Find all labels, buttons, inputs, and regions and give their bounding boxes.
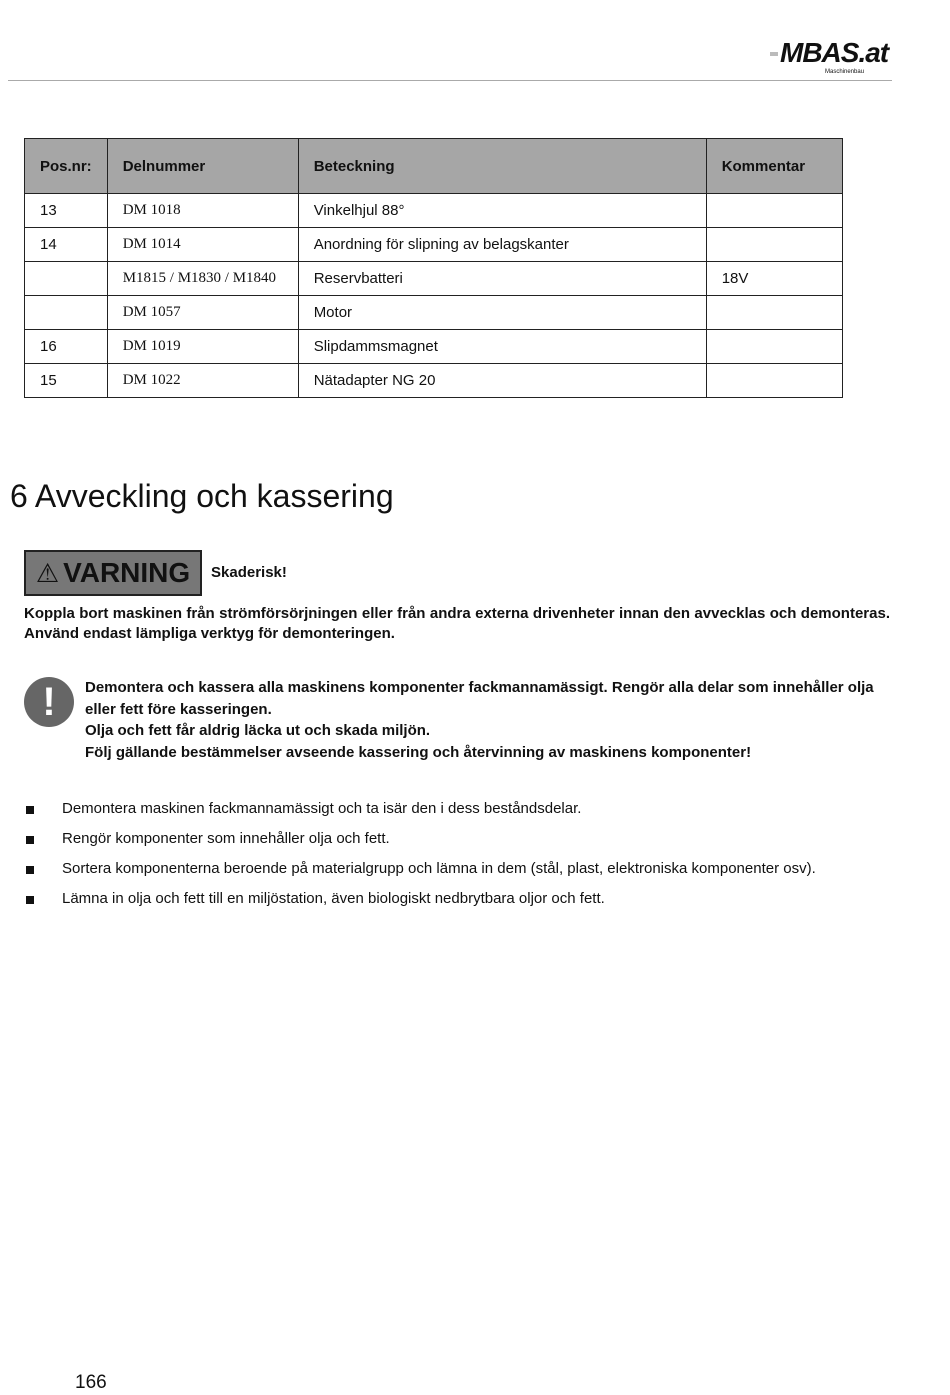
col-header: Delnummer bbox=[107, 139, 298, 194]
list-item bbox=[24, 800, 816, 830]
table-cell bbox=[25, 262, 108, 296]
warning-heading: Skaderisk! bbox=[211, 564, 287, 581]
notice-line: Följ gällande bestämmelser avseende kassering och återvinning av maskinens komponenter! bbox=[85, 743, 752, 761]
table-cell: 14 bbox=[25, 228, 108, 262]
list-item bbox=[24, 860, 816, 890]
table-cell: DM 1022 bbox=[107, 364, 298, 398]
table-cell: DM 1019 bbox=[107, 330, 298, 364]
table-cell: DM 1018 bbox=[107, 194, 298, 228]
table-cell: 15 bbox=[25, 364, 108, 398]
table-cell: DM 1057 bbox=[107, 296, 298, 330]
list-item-text: Sortera komponenterna beroende på materialgrupp och lämna in dem (stål, plast, elektroniska komponenter osv). bbox=[62, 860, 816, 877]
parts-table bbox=[24, 138, 843, 398]
table-cell: Anordning för slipning av belagskanter bbox=[298, 228, 706, 262]
table-cell: Vinkelhjul 88° bbox=[298, 194, 706, 228]
list-item-text: Lämna in olja och fett till en miljöstation, även biologiskt nedbrytbara oljor och fett. bbox=[62, 890, 605, 907]
table-cell: Reservbatteri bbox=[298, 262, 706, 296]
logo-subtext: Maschinenbau bbox=[825, 69, 865, 75]
table-cell bbox=[706, 228, 842, 262]
square-bullet-icon bbox=[26, 836, 34, 844]
table-cell: Motor bbox=[298, 296, 706, 330]
square-bullet-icon bbox=[26, 866, 34, 874]
table-cell bbox=[706, 364, 842, 398]
table-cell bbox=[706, 330, 842, 364]
notice-text bbox=[85, 677, 895, 763]
list-item bbox=[24, 830, 816, 860]
bullet-list bbox=[24, 800, 816, 920]
table-cell: 16 bbox=[25, 330, 108, 364]
notice-line: Olja och fett får aldrig läcka ut och skada miljön. bbox=[85, 722, 431, 739]
warning-label bbox=[24, 550, 202, 596]
table-row bbox=[25, 262, 843, 296]
mbas-logo bbox=[770, 38, 895, 78]
warning-triangle-icon: ⚠ bbox=[35, 557, 60, 588]
logo-bar bbox=[770, 52, 778, 56]
table-cell: 18V bbox=[706, 262, 842, 296]
table-row bbox=[25, 364, 843, 398]
table-row bbox=[25, 228, 843, 262]
square-bullet-icon bbox=[26, 896, 34, 904]
table-cell: DM 1014 bbox=[107, 228, 298, 262]
table-header-row bbox=[25, 139, 843, 194]
logo-text: MBAS.at bbox=[780, 37, 889, 68]
warning-text: Koppla bort maskinen från strömförsörjningen eller från andra externa drivenheter innan den avvecklas och demonteras. Använd endast lämpliga verktyg för demonteringen. bbox=[24, 605, 890, 642]
table-cell: Nätadapter NG 20 bbox=[298, 364, 706, 398]
exclamation-icon: ! bbox=[24, 677, 74, 727]
table-cell bbox=[25, 296, 108, 330]
table-cell: 13 bbox=[25, 194, 108, 228]
warning-label-text: VARNING bbox=[63, 557, 191, 588]
table-row bbox=[25, 296, 843, 330]
table-cell: Slipdammsmagnet bbox=[298, 330, 706, 364]
col-header: Pos.nr: bbox=[25, 139, 108, 194]
table-cell bbox=[706, 296, 842, 330]
table-cell bbox=[706, 194, 842, 228]
table-cell: M1815 / M1830 / M1840 bbox=[107, 262, 298, 296]
section-title: 6 Avveckling och kassering bbox=[10, 478, 394, 514]
page-number: 166 bbox=[75, 1372, 107, 1393]
col-header: Beteckning bbox=[298, 139, 706, 194]
table-row bbox=[25, 194, 843, 228]
list-item-text: Demontera maskinen fackmannamässigt och ta isär den i dess beståndsdelar. bbox=[62, 800, 582, 817]
col-header: Kommentar bbox=[706, 139, 842, 194]
list-item-text: Rengör komponenter som innehåller olja och fett. bbox=[62, 830, 390, 847]
square-bullet-icon bbox=[26, 806, 34, 814]
header-divider bbox=[8, 80, 892, 81]
list-item bbox=[24, 890, 816, 920]
notice-line: Demontera och kassera alla maskinens komponenter fackmannamässigt. Rengör alla delar som innehåller olja eller fett före kasseringen. bbox=[85, 679, 874, 718]
table-row bbox=[25, 330, 843, 364]
